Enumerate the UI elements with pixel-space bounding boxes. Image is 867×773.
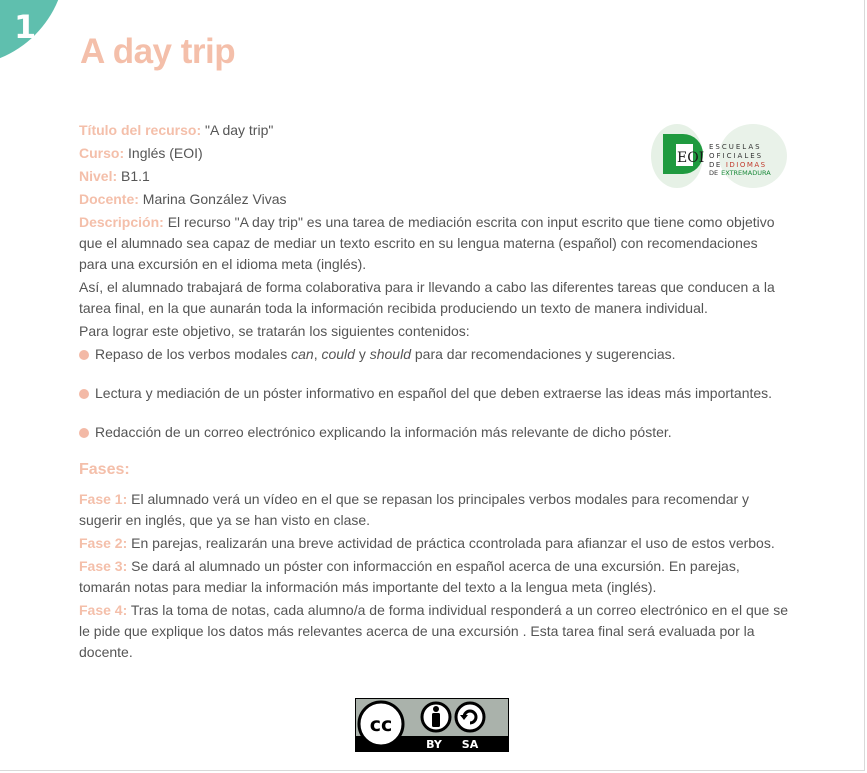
bullet-1-can: can <box>291 346 314 362</box>
bullet-1-comma: , <box>313 346 322 362</box>
meta-curso-label: Curso: <box>79 145 125 161</box>
meta-descripcion-value: El recurso "A day trip" es una tarea de mediación escrita con input escrito que tiene como objetivo que el alumnado sea capaz de mediar un texto escrito en su lengua materna (español) con recomendaciones para una excursión en el idioma meta (inglés). <box>79 214 775 272</box>
sa-label: SA <box>461 738 479 751</box>
logo-line4-de: DE <box>709 169 719 177</box>
logo-line2: OFICIALES <box>709 152 764 160</box>
meta-descripcion <box>79 212 789 275</box>
meta-curso <box>79 143 789 164</box>
meta-nivel <box>79 166 789 187</box>
resource-content <box>79 120 789 665</box>
bullet-dot-icon <box>79 350 89 360</box>
phase-4-label: Fase 4: <box>79 602 128 618</box>
bullet-2-text: Lectura y mediación de un póster informativo en español del que deben extraerse las ideas más importantes. <box>95 385 773 401</box>
logo-mark: EOI <box>677 150 705 166</box>
phase-1-label: Fase 1: <box>79 491 128 507</box>
phase-item <box>79 489 789 531</box>
phase-item <box>79 600 789 663</box>
phase-3-text: Se dará al alumnado un póster con informacción en español acerca de una excursión. En parejas, tomarán notas para mediar la información más importante del texto a la lengua meta (inglés). <box>79 558 740 595</box>
cc-icon-text: cc <box>369 714 393 736</box>
phase-4-text: Tras la toma de notas, cada alumno/a de forma individual responderá a un correo electrónico en el que se le pide que explique los datos más relevantes acerca de una excursión . Esta tarea final será evaluada por la docente. <box>79 602 788 660</box>
phase-3-label: Fase 3: <box>79 558 128 574</box>
bullet-item <box>79 344 789 365</box>
bullet-3-text: Redacción de un correo electrónico explicando la información más relevante de dicho póster. <box>95 424 672 440</box>
meta-curso-value: Inglés (EOI) <box>128 145 203 161</box>
bullet-dot-icon <box>79 428 89 438</box>
bullet-item <box>79 422 789 443</box>
by-label: BY <box>426 738 442 751</box>
by-person-body <box>432 713 440 727</box>
bullet-1-text <box>95 344 676 365</box>
bullet-1-pre: Repaso de los verbos modales <box>95 346 292 362</box>
meta-nivel-value: B1.1 <box>121 168 150 184</box>
sa-share-alike-icon <box>456 703 484 731</box>
meta-titulo-label: Título del recurso: <box>79 122 202 138</box>
phase-2-label: Fase 2: <box>79 535 128 551</box>
phase-item <box>79 533 789 554</box>
meta-titulo-value: "A day trip" <box>205 122 274 138</box>
page-title: A day trip <box>80 32 236 71</box>
bullet-item <box>79 383 789 404</box>
phase-1-text: El alumnado verá un vídeo en el que se repasan los principales verbos modales para recomendar y sugerir en inglés, que ya se han visto en clase. <box>79 491 750 528</box>
section-number: 1 <box>14 8 37 46</box>
bullet-1-y: y <box>354 346 370 362</box>
paragraph-2: Para lograr este objetivo, se tratarán los siguientes contenidos: <box>79 323 470 339</box>
bullet-1-post: para dar recomendaciones y sugerencias. <box>410 346 676 362</box>
phases-heading: Fases: <box>79 461 130 478</box>
bullet-dot-icon <box>79 389 89 399</box>
meta-descripcion-label: Descripción: <box>79 214 164 230</box>
logo-line3-de: DE <box>709 161 722 169</box>
meta-nivel-label: Nivel: <box>79 168 118 184</box>
phase-item <box>79 556 789 598</box>
paragraph-1: Así, el alumnado trabajará de forma colaborativa para ir llevando a cabo las diferentes tareas que conducen a la tarea final, en la que aunarán toda la información recibida produciendo un texto de manera individual. <box>79 279 775 316</box>
bullet-1-should: should <box>369 346 411 362</box>
meta-docente-value: Marina González Vivas <box>142 191 287 207</box>
meta-titulo <box>79 120 789 141</box>
logo-line4-region: EXTREMADURA <box>721 169 771 177</box>
phase-2-text: En parejas, realizarán una breve actividad de práctica ccontrolada para afianzar el uso de estos verbos. <box>131 535 775 551</box>
logo-line3-idiomas: IDIOMAS <box>725 161 767 169</box>
meta-docente <box>79 189 789 210</box>
cc-by-sa-license-badge[interactable] <box>355 698 509 752</box>
by-person-head <box>433 706 439 712</box>
logo-line1: ESCUELAS <box>709 143 762 151</box>
meta-docente-label: Docente: <box>79 191 139 207</box>
bullet-1-could: could <box>321 346 355 362</box>
